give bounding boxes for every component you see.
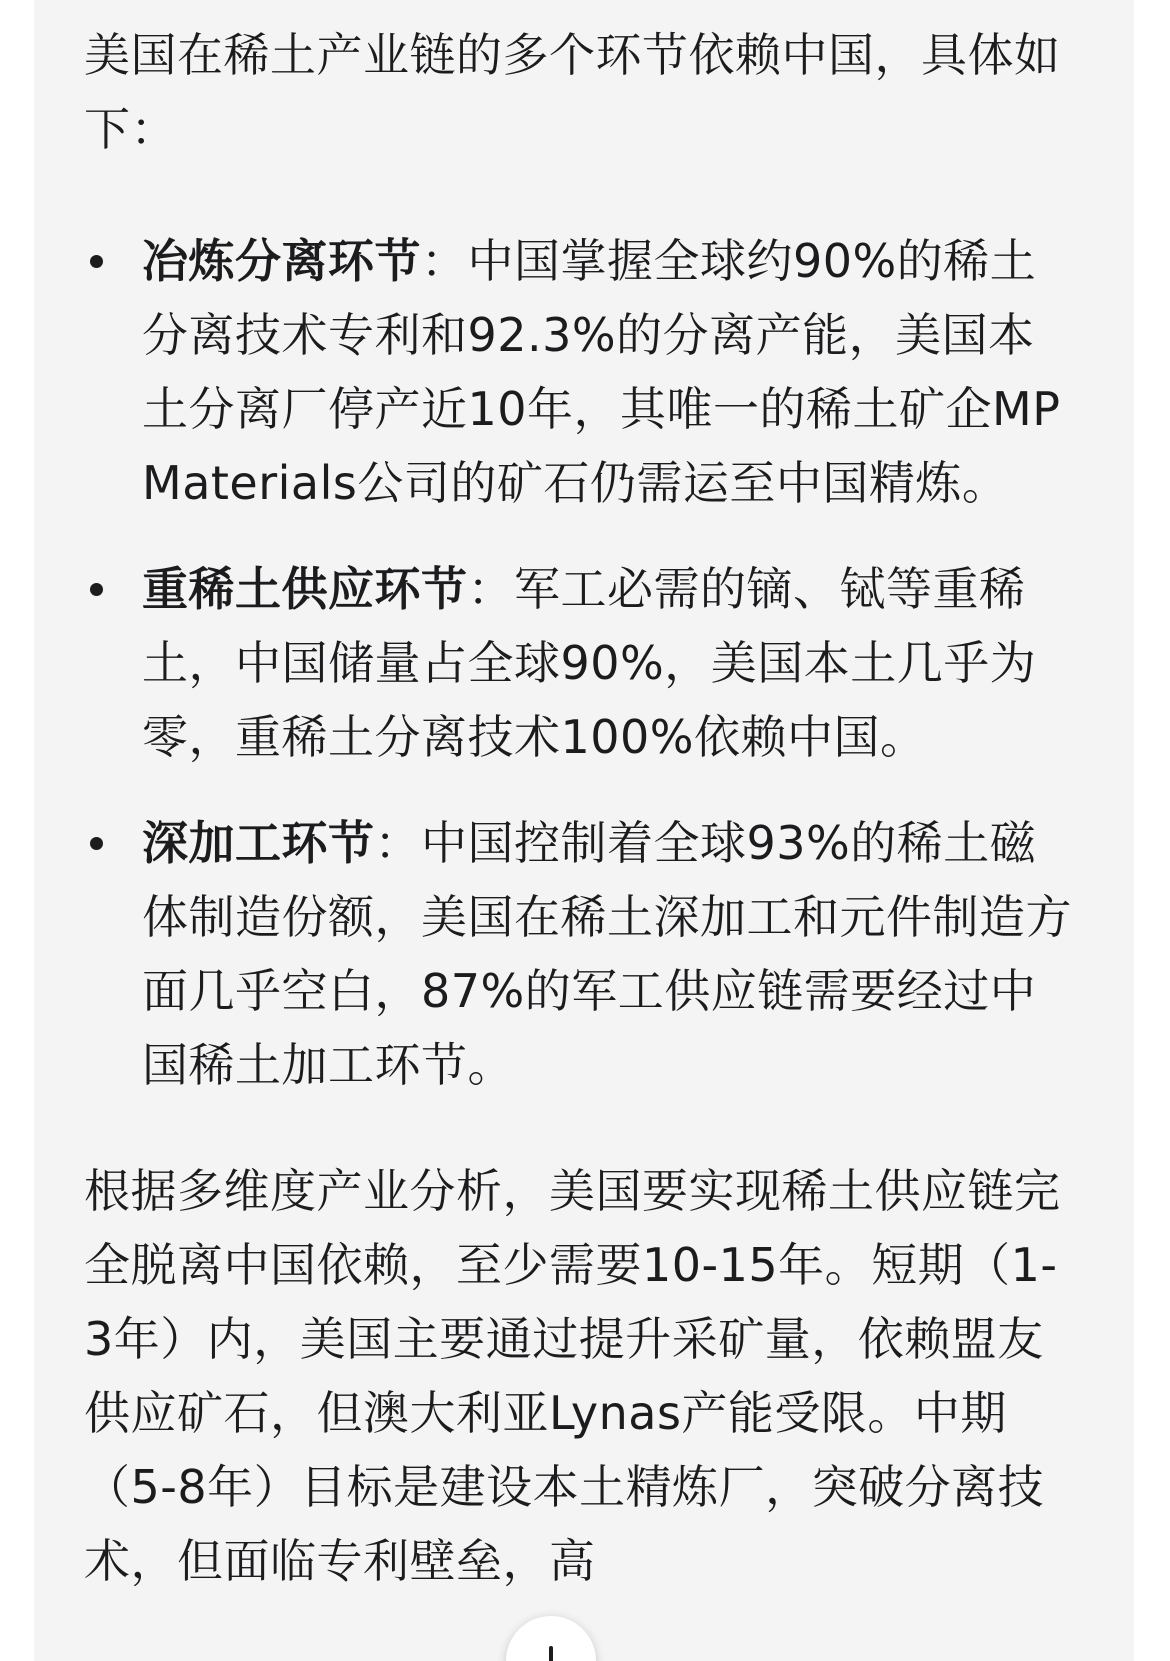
bullet-term: 重稀土供应环节 <box>142 562 468 616</box>
list-item <box>84 552 1074 774</box>
list-item <box>84 224 1074 520</box>
arrow-down-icon <box>536 1646 566 1661</box>
message-content <box>84 18 1074 1598</box>
bullet-list <box>84 224 1074 1102</box>
bullet-text: 中国控制着全球93%的稀土磁体制造份额，美国在稀土深加工和元件制造方面几乎空白，87%的军工供应链需要经过中国稀土加工环节。 <box>142 816 1072 1092</box>
intro-paragraph: 美国在稀土产业链的多个环节依赖中国，具体如下： <box>84 28 1061 156</box>
bullet-text: 中国掌握全球约90%的稀土分离技术专利和92.3%的分离产能，美国本土分离厂停产近10年，其唯一的稀土矿企MP Materials公司的矿石仍需运至中国精炼。 <box>142 234 1061 510</box>
bullet-separator: ： <box>421 234 468 288</box>
bullet-separator: ： <box>467 562 514 616</box>
bullet-term: 深加工环节 <box>142 816 375 870</box>
bullet-separator: ： <box>374 816 421 870</box>
bullet-dot-icon <box>90 837 103 850</box>
list-item <box>84 806 1074 1102</box>
bullet-text: 军工必需的镝、铽等重稀土，中国储量占全球90%，美国本土几乎为零，重稀土分离技术100%依赖中国。 <box>142 562 1037 764</box>
bullet-term: 冶炼分离环节 <box>142 234 421 288</box>
bullet-dot-icon <box>90 583 103 596</box>
conclusion-paragraph: 根据多维度产业分析，美国要实现稀土供应链完全脱离中国依赖，至少需要10-15年。短期（1-3年）内，美国主要通过提升采矿量，依赖盟友供应矿石，但澳大利亚Lynas产能受限。中期（5-8年）目标是建设本土精炼厂，突破分离技术，但面临专利壁垒，高 <box>84 1164 1061 1588</box>
bullet-dot-icon <box>90 255 103 268</box>
